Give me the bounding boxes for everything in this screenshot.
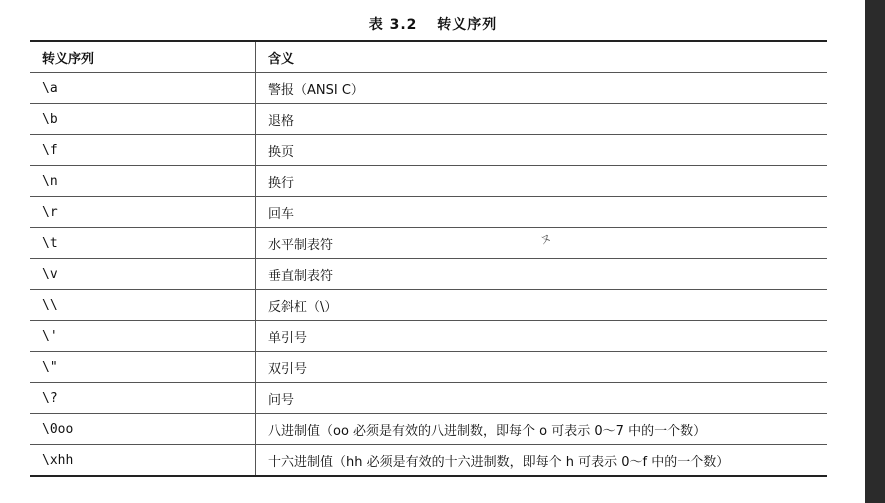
meaning-cell: 问号 — [256, 383, 828, 414]
escape-sequence-cell: \xhh — [30, 445, 256, 477]
table-row — [30, 166, 827, 197]
table-row — [30, 73, 827, 104]
meaning-cell: 双引号 — [256, 352, 828, 383]
table-row — [30, 290, 827, 321]
table-row — [30, 383, 827, 414]
escape-sequence-cell: \t — [30, 228, 256, 259]
table-number: 表 3.2 — [368, 17, 418, 33]
meaning-cell: 八进制值（oo 必须是有效的八进制数，即每个 o 可表示 0～7 中的一个数） — [256, 414, 828, 445]
header-meaning: 含义 — [256, 41, 828, 73]
meaning-cell: 十六进制值（hh 必须是有效的十六进制数，即每个 h 可表示 0～f 中的一个数） — [256, 445, 828, 477]
table-row — [30, 414, 827, 445]
table-row — [30, 135, 827, 166]
header-escape-sequence: 转义序列 — [30, 41, 256, 73]
table-row — [30, 259, 827, 290]
table-row — [30, 445, 827, 477]
table-row — [30, 321, 827, 352]
dark-side-strip — [865, 0, 885, 503]
meaning-cell: 垂直制表符 — [256, 259, 828, 290]
table-caption — [0, 14, 866, 34]
table-header-row — [30, 41, 827, 73]
table-row — [30, 352, 827, 383]
escape-sequence-cell: \f — [30, 135, 256, 166]
meaning-cell: 单引号 — [256, 321, 828, 352]
meaning-cell: 换行 — [256, 166, 828, 197]
meaning-cell: 水平制表符 — [256, 228, 828, 259]
table-row — [30, 228, 827, 259]
escape-sequence-cell: \" — [30, 352, 256, 383]
escape-sequence-cell: \? — [30, 383, 256, 414]
meaning-cell: 警报（ANSI C） — [256, 73, 828, 104]
escape-sequence-cell: \\ — [30, 290, 256, 321]
meaning-cell: 回车 — [256, 197, 828, 228]
escape-sequence-cell: \r — [30, 197, 256, 228]
escape-sequence-cell: \' — [30, 321, 256, 352]
escape-sequence-cell: \a — [30, 73, 256, 104]
escape-sequence-cell: \v — [30, 259, 256, 290]
table-row — [30, 197, 827, 228]
meaning-cell: 退格 — [256, 104, 828, 135]
escape-sequence-cell: \n — [30, 166, 256, 197]
escape-sequence-cell: \b — [30, 104, 256, 135]
meaning-cell: 反斜杠（\） — [256, 290, 828, 321]
meaning-cell: 换页 — [256, 135, 828, 166]
escape-sequence-table — [30, 40, 827, 477]
pen-mark: ヌ — [538, 231, 554, 248]
table-row — [30, 104, 827, 135]
escape-sequence-cell: \0oo — [30, 414, 256, 445]
table-title: 转义序列 — [437, 17, 498, 33]
